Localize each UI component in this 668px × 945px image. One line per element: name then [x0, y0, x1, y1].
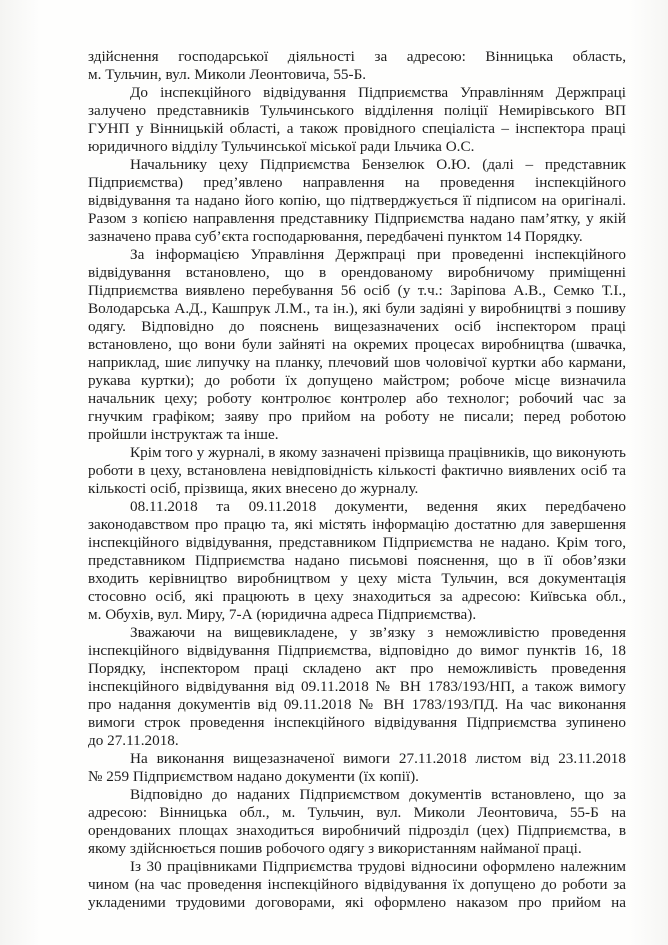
text-line: Підприємства) пред’явлено направлення на проведення інспекційного — [88, 174, 626, 191]
text-line: За інформацією Управління Держпраці при проведенні інспекційного — [130, 246, 626, 263]
text-line: адресою: Вінницька обл., м. Тульчин, вул. Миколи Леонтовича, 55-Б на — [88, 804, 626, 821]
text-line: кількості осіб, прізвища, яких внесено до журналу. — [88, 480, 419, 497]
text-line: ГУНП у Вінницькій області, а також провідного спеціаліста – інспектора праці — [88, 120, 626, 137]
text-line: інспекційного відвідування, представником Підприємства не надано. Крім того, — [88, 534, 626, 551]
text-line: гнучким графіком; заяву про прийом на роботу не писали; перед роботою — [88, 408, 626, 425]
text-line: укладеними трудовими договорами, які оформлено наказом про прийом на — [88, 894, 626, 911]
text-line: залучено представників Тульчинського відділення поліції Немирівського ВП — [88, 102, 626, 119]
text-line: Крім того у журналі, в якому зазначені прізвища працівників, що виконують — [130, 444, 626, 461]
text-line: зазначено права суб’єкта господарювання, передбачені пунктом 14 Порядку. — [88, 228, 583, 245]
text-line: наприклад, шиє липучку на планку, плечовий шов чоловічої куртки або кармани, — [88, 354, 626, 371]
text-line: інспекційного відвідування Підприємства, відповідно до вимог пунктів 16, 18 — [88, 642, 626, 659]
text-line: Порядку, інспектором праці складено акт про неможливість проведення — [88, 660, 626, 677]
text-line: Начальнику цеху Підприємства Бензелюк О.Ю. (далі – представник — [130, 156, 626, 173]
text-line: вимоги строк проведення інспекційного відвідування Підприємства зупинено — [88, 714, 626, 731]
text-line: Разом з копією направлення представнику Підприємства надано пам’ятку, у якій — [88, 210, 626, 227]
text-line: про надання документів від 09.11.2018 № ВН 1783/193/ПД. На час виконання — [88, 696, 626, 713]
text-line: встановлено, що вони були зайняті на окремих процесах виробництва (швачка, — [88, 336, 626, 353]
text-line: входить керівництво виробництвом у цеху міста Тульчин, вся документація — [88, 570, 626, 587]
text-line: одягу. Відповідно до пояснень вищезазначених осіб інспектором праці — [88, 318, 626, 335]
text-line: 08.11.2018 та 09.11.2018 документи, ведення яких передбачено — [130, 498, 626, 515]
text-line: начальник цеху; роботу контролює контролер або технолог; робочий час за — [88, 390, 626, 407]
text-line: чином (на час проведення інспекційного відвідування їх допущено до роботи за — [88, 876, 626, 893]
document-body-text — [88, 48, 626, 912]
text-line: До інспекційного відвідування Підприємства Управлінням Держпраці — [130, 84, 626, 101]
text-line: Із 30 працівниками Підприємства трудові відносини оформлено належним — [130, 858, 626, 875]
text-line: відвідування встановлено, що в орендованому виробничому приміщенні — [88, 264, 626, 281]
text-line: м. Тульчин, вул. Миколи Леонтовича, 55-Б. — [88, 66, 367, 83]
text-line: м. Обухів, вул. Миру, 7-А (юридична адреса Підприємства). — [88, 606, 477, 623]
text-line: Зважаючи на вищевикладене, у зв’язку з неможливістю проведення — [130, 624, 626, 641]
text-line: рукава куртки); до роботи їх допущено майстром; робоче місце визначила — [88, 372, 626, 389]
text-line: Відповідно до наданих Підприємством документів встановлено, що за — [130, 786, 626, 803]
text-line: відвідування та надано його копію, що підтверджується її підписом на оригіналі. — [88, 192, 626, 209]
text-line: На виконання вищезазначеної вимоги 27.11.2018 листом від 23.11.2018 — [130, 750, 626, 767]
text-line: орендованих площах знаходиться виробничий підрозділ (цех) Підприємства, в — [88, 822, 626, 839]
text-line: роботи в цеху, встановлена невідповідність кількості фактично виявлених осіб та — [88, 462, 626, 479]
text-line: до 27.11.2018. — [88, 732, 179, 749]
text-line: Підприємства виявлено перебування 56 осіб (у т.ч.: Заріпова А.В., Семко Т.І., — [88, 282, 626, 299]
text-line: стосовно осіб, які працюють в цеху знаходиться за адресою: Київська обл., — [88, 588, 626, 605]
text-line: якому здійснюється пошив робочого одягу з використанням найманої праці. — [88, 840, 582, 857]
text-line: законодавством про працю та, які містять інформацію достатню для завершення — [88, 516, 626, 533]
text-line: пройшли інструктаж та інше. — [88, 426, 279, 443]
text-line: здійснення господарської діяльності за адресою: Вінницька область, — [88, 48, 626, 65]
text-line: юридичного відділу Тульчинської міської ради Ільчика О.С. — [88, 138, 475, 155]
text-line: Володарська А.Д., Кашпрук Л.М., та ін.), які були задіяні у виробництві з пошиву — [88, 300, 626, 317]
text-line: представником Підприємства надано письмові пояснення, що в її обов’язки — [88, 552, 626, 569]
text-line: інспекційного відвідування від 09.11.2018 № ВН 1783/193/НП, а також вимогу — [88, 678, 626, 695]
text-line: № 259 Підприємством надано документи (їх копії). — [88, 768, 419, 785]
